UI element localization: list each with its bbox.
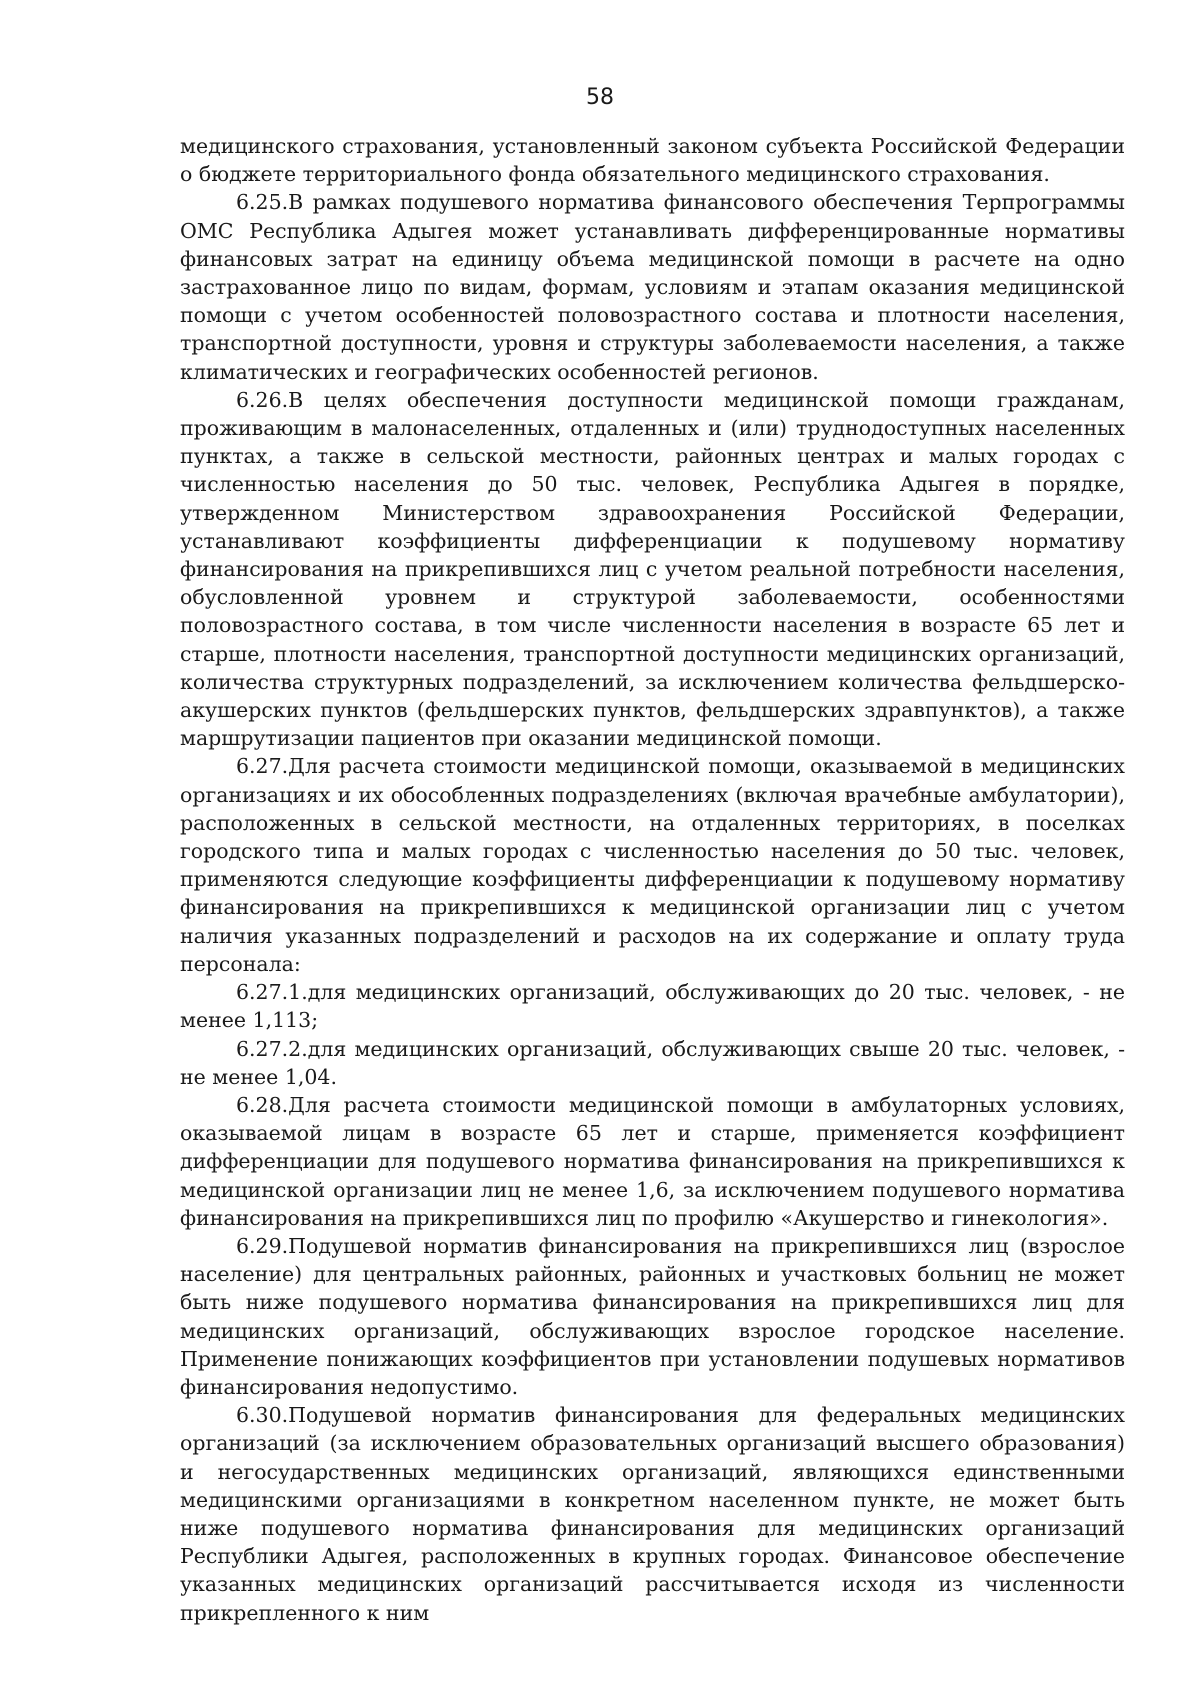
paragraph-6-28: 6.28.Для расчета стоимости медицинской помощи в амбулаторных условиях, оказываемой лицам в возрасте 65 лет и старше, применяется коэффициент дифференциации для подушевого норматива финансирования на прикрепившихся к медицинской организации лиц не менее 1,6, за исключением подушевого норматива финансирования на прикрепившихся лиц по профилю «Акушерство и гинекология».	[180, 1092, 1125, 1230]
paragraph-6-29: 6.29.Подушевой норматив финансирования на прикрепившихся лиц (взрослое население) для центральных районных, районных и участковых больниц не может быть ниже подушевого норматива финансирования на прикрепившихся лиц для медицинских организаций, обслуживающих взрослое городское население. Применение понижающих коэффициентов при установлении подушевых нормативов финансирования недопустимо.	[180, 1233, 1125, 1399]
document-body	[180, 132, 1125, 1627]
paragraph-6-27-2: 6.27.2.для медицинских организаций, обслуживающих свыше 20 тыс. человек, - не менее 1,04.	[180, 1036, 1125, 1089]
paragraph-6-27-1: 6.27.1.для медицинских организаций, обслуживающих до 20 тыс. человек, - не менее 1,113;	[180, 980, 1125, 1033]
paragraph-6-26: 6.26.В целях обеспечения доступности медицинской помощи гражданам, проживающим в малонаселенных, отдаленных и (или) труднодоступных населенных пунктах, а также в сельской местности, районных центрах и малых городах с численностью населения до 50 тыс. человек, Республика Адыгея в порядке, утвержденном Министерством здравоохранения Российской Федерации, устанавливают коэффициенты дифференциации к подушевому нормативу финансирования на прикрепившихся лиц с учетом реальной потребности населения, обусловленной уровнем и структурой заболеваемости, особенностями половозрастного состава, в том числе численности населения в возрасте 65 лет и старше, плотности населения, транспортной доступности медицинских организаций, количества структурных подразделений, за исключением количества фельдшерско-акушерских пунктов (фельдшерских пунктов, фельдшерских здравпунктов), а также маршрутизации пациентов при оказании медицинской помощи.	[180, 387, 1125, 751]
page-number: 58	[586, 85, 614, 110]
paragraph-continuation: медицинского страхования, установленный законом субъекта Российской Федерации о бюджете территориального фонда обязательного медицинского страхования.	[180, 134, 1125, 187]
paragraph-6-25: 6.25.В рамках подушевого норматива финансового обеспечения Терпрограммы ОМС Республика Адыгея может устанавливать дифференцированные нормативы финансовых затрат на единицу объема медицинской помощи в расчете на одно застрахованное лицо по видам, формам, условиям и этапам оказания медицинской помощи с учетом особенностей половозрастного состава и плотности населения, транспортной доступности, уровня и структуры заболеваемости населения, а также климатических и географических особенностей регионов.	[180, 190, 1125, 384]
paragraph-6-27: 6.27.Для расчета стоимости медицинской помощи, оказываемой в медицинских организациях и их обособленных подразделениях (включая врачебные амбулатории), расположенных в сельской местности, на отдаленных территориях, в поселках городского типа и малых городах с численностью населения до 50 тыс. человек, применяются следующие коэффициенты дифференциации к подушевому нормативу финансирования на прикрепившихся к медицинской организации лиц с учетом наличия указанных подразделений и расходов на их содержание и оплату труда персонала:	[180, 754, 1125, 976]
paragraph-6-30: 6.30.Подушевой норматив финансирования для федеральных медицинских организаций (за исключением образовательных организаций высшего образования) и негосударственных медицинских организаций, являющихся единственными медицинскими организациями в конкретном населенном пункте, не может быть ниже подушевого норматива финансирования для медицинских организаций Республики Адыгея, расположенных в крупных городах. Финансовое обеспечение указанных медицинских организаций рассчитывается исходя из численности прикрепленного к ним	[180, 1403, 1125, 1625]
